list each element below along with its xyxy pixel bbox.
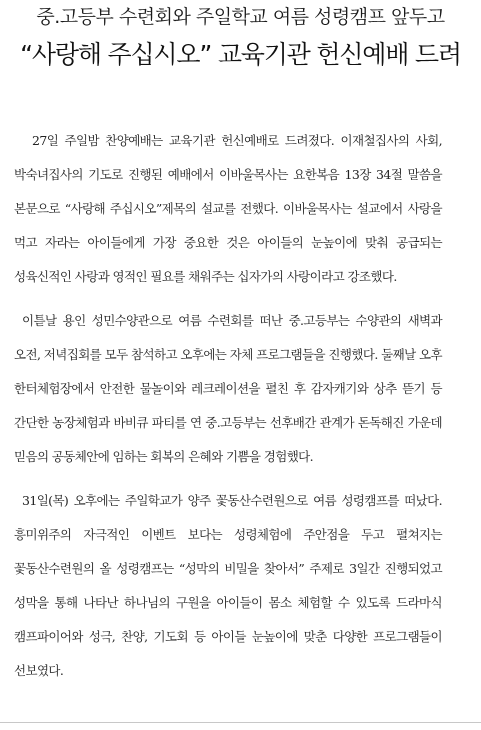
article-paragraph: 27일 주일밤 찬양예배는 교육기관 헌신예배로 드려졌다. 이재철집사의 사회, 박숙녀집사의 기도로 진행된 예배에서 이바울목사는 요한복음 13장 34절 말씀을 본문으로 “사랑해 주십시오”제목의 설교를 전했다. 이바울목사는 설교에서 사랑을 먹고 자라는 아이들에게 가장 중요한 것은 아이들의 눈높이에 맞춰 공급되는 성육신적인 사랑과 영적인 필요를 채워주는 십자가의 사랑이라고 강조했다. (14, 133, 442, 284)
article-body (14, 124, 442, 698)
article-headline: “사랑해 주십시오” 교육기관 헌신예배 드려 (20, 40, 461, 69)
article-paragraph: 이튿날 용인 성민수양관으로 여름 수련회를 떠난 중.고등부는 수양관의 새벽과 오전, 저녁집회를 모두 참석하고 오후에는 자체 프로그램들을 진행했다. 둘째날 오후 한터체험장에서 안전한 물놀이와 레크레이션을 펼친 후 감자캐기와 상추 뜯기 등 간단한 농장체험과 바비큐 파티를 연 중.고등부는 선후배간 관계가 돈독해진 가운데 믿음의 공동체안에 임하는 회복의 은혜와 기쁨을 경험했다. (14, 313, 442, 464)
article-subtitle: 중.고등부 수련회와 주일학교 여름 성령캠프 앞두고 (36, 6, 445, 28)
article-paragraph: 31일(목) 오후에는 주일학교가 양주 꽃동산수련원으로 여름 성령캠프를 떠났다. 흥미위주의 자극적인 이벤트 보다는 성령체험에 주안점을 두고 펼쳐지는 꽃동산수련원의 올 성령캠프는 “성막의 비밀을 찾아서” 주제로 3일간 진행되었고 성막을 통해 나타난 하나님의 구원을 아이들이 몸소 체험할 수 있도록 드라마식 캠프파이어와 성극, 찬양, 기도회 등 아이들 눈높이에 맞춘 다양한 프로그램들이 선보였다. (14, 493, 442, 678)
bottom-divider (0, 722, 481, 723)
